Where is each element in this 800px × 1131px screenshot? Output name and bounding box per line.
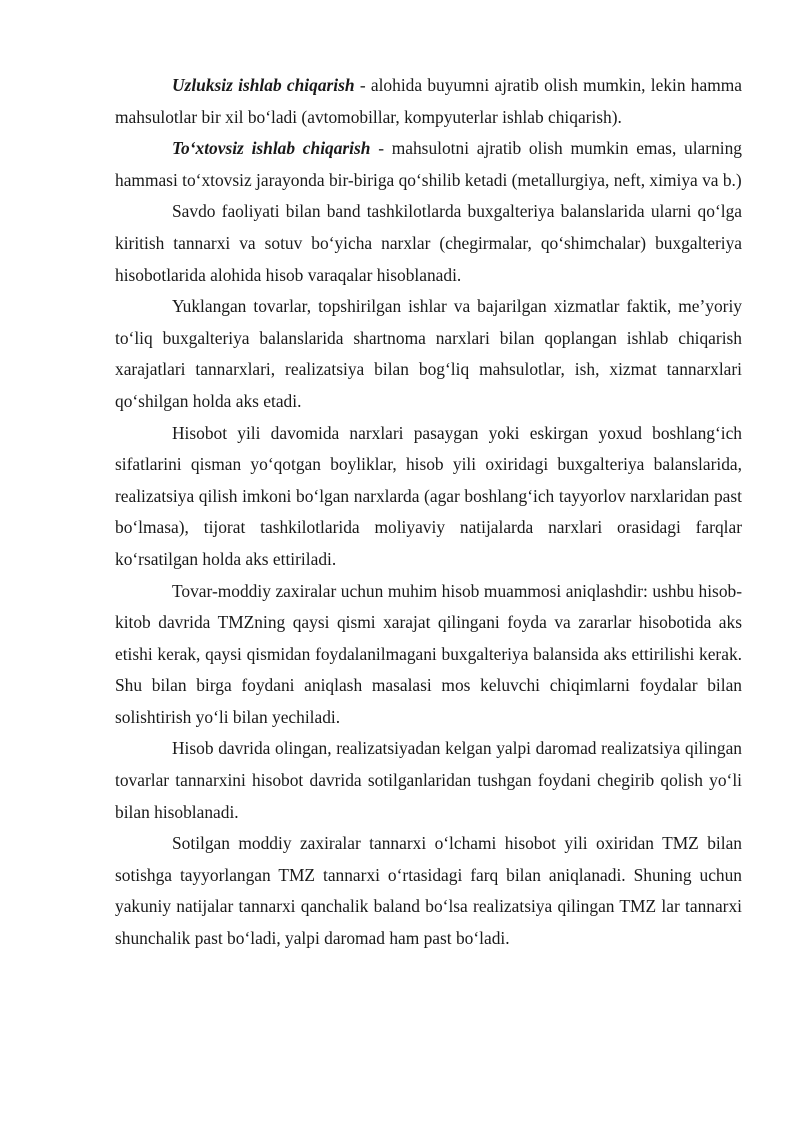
paragraph-text: - mahsulotni ajratib olish mumkin emas, ularning hammasi to‘xtovsiz jarayonda bir-biriga qo‘shilib ketadi (metallurgiya, neft, ximiya va b.) bbox=[115, 138, 742, 190]
term-continuous-production: Uzluksiz ishlab chiqarish bbox=[172, 75, 355, 95]
paragraph-trade-activity: Savdo faoliyati bilan band tashkilotlarda buxgalteriya balanslarida ularni qo‘lga kiritish tannarxi va sotuv bo‘yicha narxlar (chegirmalar, qo‘shimchalar) buxgalteriya hisobotlarida alohida hisob varaqalar hisoblanadi. bbox=[115, 201, 742, 285]
paragraph-text: - alohida buyumni ajratib olish mumkin, lekin hamma mahsulotlar bir xil bo‘ladi (avtomobillar, kompyuterlar ishlab chiqarish). bbox=[115, 75, 742, 127]
paragraph-cost-of-sold-inventory: Sotilgan moddiy zaxiralar tannarxi o‘lchami hisobot yili oxiridan TMZ bilan sotishga tayyorlangan TMZ tannarxi o‘rtasidagi farq bilan aniqlanadi. Shuning uchun yakuniy natijalar tannarxi qanchalik baland bo‘lsa realizatsiya qilingan TMZ lar tannarxi shunchalik past bo‘ladi, yalpi daromad ham past bo‘ladi. bbox=[115, 833, 742, 949]
term-uninterrupted-production: To‘xtovsiz ishlab chiqarish bbox=[172, 138, 371, 159]
paragraph-uninterrupted-production bbox=[115, 133, 742, 196]
paragraph-gross-income: Hisob davrida olingan, realizatsiyadan kelgan yalpi daromad realizatsiya qilingan tovarlar tannarxini hisobot davrida sotilganlaridan tushgan foydani chegirib qolish yo‘li bilan hisoblanadi. bbox=[115, 738, 742, 822]
paragraph-continuous-production bbox=[115, 70, 742, 133]
paragraph-inventory-problem: Tovar-moddiy zaxiralar uchun muhim hisob muammosi aniqlashdir: ushbu hisob-kitob davrida TMZning qaysi qismi xarajat qilingani foyda va zararlar hisobotida aks etishi kerak, qaysi qismidan foydalanilmagani buxgalteriya balansida aks ettirilishi kerak. Shu bilan birga foydani aniqlash masalasi mos keluvchi chiqimlarni foydalar bilan solishtirish yo‘li bilan yechiladi. bbox=[115, 580, 742, 727]
document-page bbox=[115, 70, 742, 955]
paragraph-shipped-goods: Yuklangan tovarlar, topshirilgan ishlar va bajarilgan xizmatlar faktik, me’yoriy to‘liq buxgalteriya balanslarida shartnoma narxlari bilan qoplangan ishlab chiqarish xarajatlari tannarxlari, realizatsiya bilan bog‘liq mahsulotlar, ish, xizmat tannarxlari qo‘shilgan holda aks etadi. bbox=[115, 296, 742, 411]
paragraph-price-decline: Hisobot yili davomida narxlari pasaygan yoki eskirgan yoxud boshlang‘ich sifatlarini qisman yo‘qotgan boyliklar, hisob yili oxiridagi buxgalteriya balanslarida, realizatsiya qilish imkoni bo‘lgan narxlarda (agar boshlang‘ich tayyorlov narxlaridan past bo‘lmasa), tijorat tashkilotlarida moliyaviy natijalarda narxlari orasidagi farqlar ko‘rsatilgan holda aks ettiriladi. bbox=[115, 422, 742, 569]
